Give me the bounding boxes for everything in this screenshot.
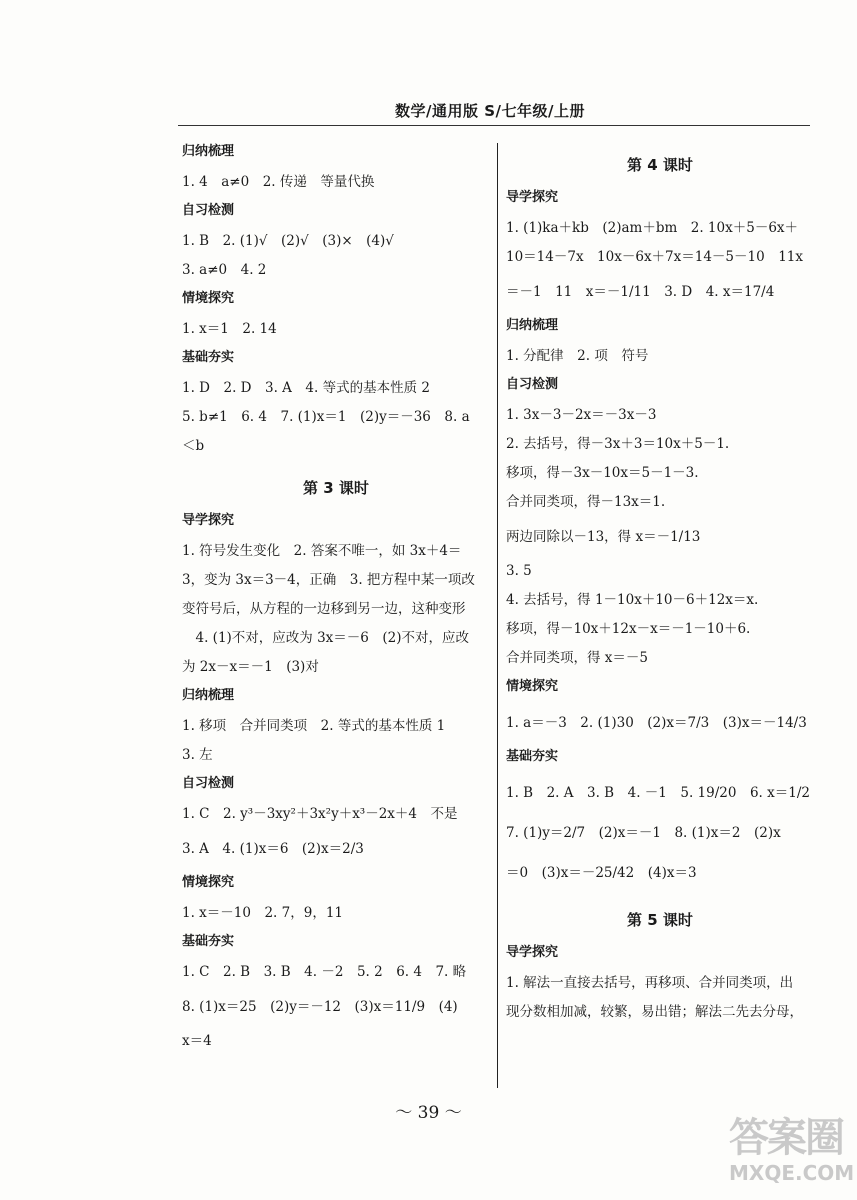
watermark-url: MXQE.COM [729,1161,855,1185]
answer-line: 1. 3x－3－2x＝－3x－3 [506,407,657,423]
section-heading: 导学探究 [506,190,559,205]
page-number: ～ 39 ～ [395,1103,462,1123]
answer-line: 1. 分配律 2. 项 符号 [506,348,649,364]
answer-line: 1. C 2. y³－3xy²＋3x²y＋x³－2x＋4 不是 [182,806,458,822]
lesson-title: 第 5 课时 [627,911,693,929]
answer-line: 移项，得－10x＋12x－x＝－1－10＋6. [506,621,751,637]
section-heading: 情境探究 [506,679,559,694]
page-header: 数学/通用版 S/七年级/上册 [395,102,585,120]
section-heading: 导学探究 [182,513,235,528]
answer-line: 1. D 2. D 3. A 4. 等式的基本性质 2 [182,380,430,396]
section-heading: 自习检测 [182,776,235,791]
answer-line: 现分数相加减，较繁，易出错；解法二先去分母， [506,1004,803,1020]
answer-line: 1. 解法一直接去括号，再移项、合并同类项，出 [506,975,794,991]
answer-line: 合并同类项，得 x＝－5 [506,650,648,666]
section-heading: 归纳梳理 [506,318,559,333]
answer-line: 1. x＝－10 2. 7，9，11 [182,905,343,921]
answer-line: 1. B 2. (1)√ (2)√ (3)× (4)√ [182,233,394,249]
section-heading: 基础夯实 [506,749,559,764]
section-heading: 自习检测 [182,203,235,218]
right-column [506,138,814,1027]
answer-line: 5. b≠1 6. 4 7. (1)x＝1 (2)y＝－36 8. a [182,409,470,425]
answer-line: 1. a＝－3 2. (1)30 (2)x＝7/3 (3)x＝－14/3 [506,715,807,731]
answer-line: 3. 5 [506,563,532,579]
answer-line: 4. 去括号，得 1－10x＋10－6＋12x＝x. [506,592,759,608]
answer-line: x＝4 [182,1033,212,1049]
answer-line: 1. B 2. A 3. B 4. －1 5. 19/20 6. x＝1/2 [506,785,810,801]
section-heading: 情境探究 [182,875,235,890]
answer-line: 1. C 2. B 3. B 4. －2 5. 2 6. 4 7. 略 [182,964,467,980]
answer-line: 7. (1)y＝2/7 (2)x＝－1 8. (1)x＝2 (2)x [506,825,781,841]
answer-line: 1. 4 a≠0 2. 传递 等量代换 [182,174,375,190]
lesson-title: 第 3 课时 [303,479,369,497]
answer-line: ＜b [182,438,205,454]
answer-line: 为 2x－x＝－1 (3)对 [182,659,319,675]
answer-line: 10＝14－7x 10x－6x＋7x＝14－5－10 11x [506,249,803,265]
answer-line: ＝0 (3)x＝－25/42 (4)x＝3 [506,865,697,881]
answer-line: 1. 移项 合并同类项 2. 等式的基本性质 1 [182,718,446,734]
answer-line: 3. a≠0 4. 2 [182,262,267,278]
lesson-title: 第 4 课时 [627,156,693,174]
answer-line: 合并同类项，得－13x＝1. [506,494,666,510]
answer-line: 两边同除以－13，得 x＝－1/13 [506,529,701,545]
section-heading: 基础夯实 [182,934,235,949]
answer-line: 移项，得－3x－10x＝5－1－3. [506,465,699,481]
watermark-logo [729,1114,855,1194]
left-column [182,138,490,1056]
watermark-text: 答案圈 [729,1115,843,1161]
header-rule [178,125,810,126]
section-heading: 导学探究 [506,945,559,960]
answer-line: 1. x＝1 2. 14 [182,321,277,337]
section-heading: 归纳梳理 [182,144,235,159]
answer-line: ＝－1 11 x＝－1/11 3. D 4. x＝17/4 [506,284,775,300]
section-heading: 自习检测 [506,377,559,392]
section-heading: 基础夯实 [182,350,235,365]
answer-line: 变符号后，从方程的一边移到另一边，这种变形 [182,601,466,617]
section-heading: 情境探究 [182,291,235,306]
answer-line: 8. (1)x＝25 (2)y＝－12 (3)x＝11/9 (4) [182,999,458,1015]
answer-line: 1. 符号发生变化 2. 答案不唯一，如 3x＋4＝ [182,543,462,559]
answer-line: 2. 去括号，得－3x＋3＝10x＋5－1. [506,436,730,452]
section-heading: 归纳梳理 [182,688,235,703]
column-divider [497,143,498,1088]
answer-line: 4. (1)不对，应改为 3x＝－6 (2)不对，应改 [182,630,469,646]
answer-line: 3. A 4. (1)x＝6 (2)x＝2/3 [182,841,364,857]
answer-line: 1. (1)ka＋kb (2)am＋bm 2. 10x＋5－6x＋ [506,220,799,236]
answer-line: 3. 左 [182,747,213,763]
answer-line: 3，变为 3x＝3－4，正确 3. 把方程中某一项改 [182,572,475,588]
